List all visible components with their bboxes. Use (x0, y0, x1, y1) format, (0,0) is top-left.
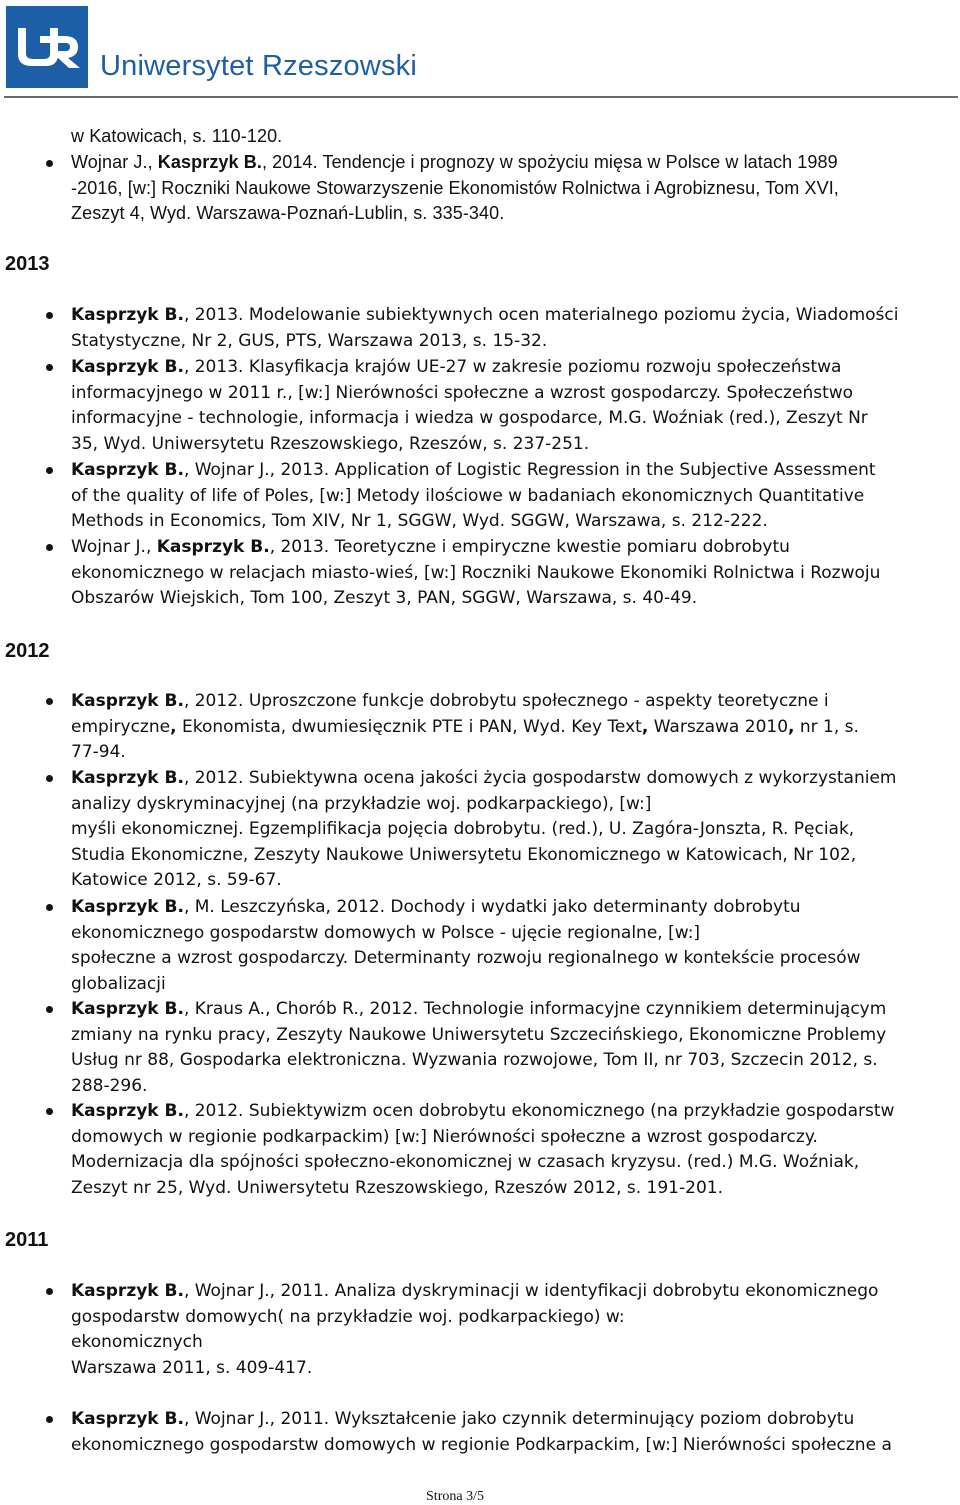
entry-line (71, 817, 951, 843)
author-name: Kasprzyk B. (71, 1409, 184, 1429)
author-name: Kasprzyk B. (71, 999, 184, 1019)
entry-text: , Wojnar J., 2011. Wykształcenie jako czynnik determinujący poziom dobrobytu (183, 1409, 855, 1429)
entry-line (71, 997, 951, 1023)
entry-line (71, 201, 951, 227)
entry-text: nr 1, s. (794, 716, 859, 737)
year-heading-2012: 2012 (5, 640, 50, 662)
entry-text: Zeszyt nr 25, Wyd. Uniwersytetu Rzeszowskiego, Rzeszów 2012, s. 191-201. (71, 1177, 723, 1198)
list-item (71, 1099, 951, 1201)
entry-line (71, 458, 951, 484)
list-item-continuation (71, 124, 951, 150)
author-name: Kasprzyk B. (71, 460, 184, 480)
entry-text: Usług nr 88, Gospodarka elektroniczna. Wyzwania rozwojowe, Tom II, nr 703, Szczecin 2012, s. (71, 1050, 878, 1071)
list-item (71, 1279, 951, 1381)
entry-text: , 2012. Uproszczone funkcje dobrobytu społecznego - aspekty teoretyczne i (183, 691, 829, 711)
bullet-icon (46, 467, 53, 474)
entry-text: Studia Ekonomiczne, Zeszyty Naukowe Uniwersytetu Ekonomicznego w Katowicach, Nr 102, (71, 844, 857, 865)
entry-text: analizy dyskryminacyjnej (na przykładzie woj. podkarpackiego), [w:] (71, 793, 652, 814)
list-item (71, 997, 951, 1099)
entry-line (71, 355, 951, 381)
bullet-icon (46, 1108, 53, 1115)
author-name: Kasprzyk B. (71, 768, 184, 788)
entry-text: Methods in Economics, Tom XIV, Nr 1, SGGW, Wyd. SGGW, Warszawa, s. 212-222. (71, 511, 768, 532)
entry-line (71, 715, 951, 741)
list-item (71, 303, 951, 354)
page-header (0, 0, 960, 100)
entry-line (71, 1433, 951, 1459)
author-name: Kasprzyk B. (71, 305, 184, 325)
entry-text: gospodarstw domowych( na przykładzie woj. podkarpackiego) w: (71, 1306, 625, 1327)
entry-text: , 2013. Modelowanie subiektywnych ocen materialnego poziomu życia, Wiadomości (183, 305, 899, 325)
list-item (71, 535, 951, 612)
entry-text: Ekonomista, dwumiesięcznik PTE i PAN, Wyd. Key Text (176, 716, 642, 737)
entry-text: zmiany na rynku pracy, Zeszyty Naukowe Uniwersytetu Szczecińskiego, Ekonomiczne Problemy (71, 1024, 887, 1045)
entry-line (71, 1125, 951, 1151)
entry-line (71, 303, 951, 329)
entry-text: Zeszyt 4, Wyd. Warszawa-Poznań-Lublin, s. 335-340. (71, 203, 505, 224)
entry-text: 77-94. (71, 742, 126, 763)
entry-line (71, 792, 951, 818)
entry-text: , (170, 716, 177, 737)
year-heading-2013: 2013 (5, 253, 50, 275)
header-divider (4, 96, 958, 98)
entry-text: 35, Wyd. Uniwersytetu Rzeszowskiego, Rzeszów, s. 237-251. (71, 433, 590, 454)
author-name: Kasprzyk B. (157, 152, 262, 172)
entry-text: domowych w regionie podkarpackim) [w:] Nierówności społeczne a wzrost gospodarczy. (71, 1126, 818, 1147)
entry-text: , 2012. Subiektywna ocena jakości życia gospodarstw domowych z wykorzystaniem (183, 768, 897, 788)
author-name: Kasprzyk B. (156, 537, 270, 557)
entry-line (71, 535, 951, 561)
entry-line (71, 432, 951, 458)
entry-line (71, 329, 951, 355)
entry-text: w Katowicach, s. 110-120. (71, 126, 283, 146)
entry-text: Obszarów Wiejskich, Tom 100, Zeszyt 3, PAN, SGGW, Warszawa, s. 40-49. (71, 588, 698, 609)
entry-text: informacyjnego w 2011 r., [w:] Nierówności społeczne a wzrost gospodarczy. Społeczeństwo (71, 382, 854, 403)
list-item (71, 150, 951, 227)
author-name: Kasprzyk B. (71, 1281, 184, 1301)
entry-line (71, 868, 951, 894)
entry-line (71, 561, 951, 587)
entry-line (71, 1407, 951, 1433)
entry-line (71, 1356, 951, 1382)
entry-text: globalizacji (71, 973, 166, 994)
entry-text: , 2014. Tendencje i prognozy w spożyciu mięsa w Polsce w latach 1989 (261, 152, 838, 172)
bullet-icon (46, 1416, 53, 1423)
entry-line (71, 1099, 951, 1125)
entry-text: ekonomicznego gospodarstw domowych w Polsce - ujęcie regionalne, [w:] (71, 922, 701, 943)
entry-text: Modernizacja dla spójności społeczno-ekonomicznej w czasach kryzysu. (red.) M.G. Woźniak, (71, 1152, 860, 1173)
entry-line (71, 1150, 951, 1176)
entry-text: , 2013. Teoretyczne i empiryczne kwestie pomiaru dobrobytu (269, 537, 790, 557)
entry-text: informacyjne - technologie, informacja i wiedza w gospodarce, M.G. Woźniak (red.), Zeszyt Nr (71, 408, 868, 429)
entry-text: , Kraus A., Chorób R., 2012. Technologie informacyjne czynnikiem determinującym (183, 999, 887, 1019)
entry-line (71, 176, 951, 202)
entry-text: , (788, 716, 795, 737)
list-item (71, 1407, 951, 1458)
author-name: Kasprzyk B. (71, 1101, 184, 1121)
entry-line (71, 946, 951, 972)
entry-text: empiryczne (71, 716, 171, 737)
entry-text: of the quality of life of Poles, [w:] Metody ilościowe w badaniach ekonomicznych Quantitative (71, 485, 865, 506)
entry-line (71, 381, 951, 407)
entry-line (71, 1279, 951, 1305)
university-logo (6, 6, 88, 88)
author-name: Kasprzyk B. (71, 691, 184, 711)
entry-line (71, 843, 951, 869)
entry-text: , M. Leszczyńska, 2012. Dochody i wydatki jako determinanty dobrobytu (183, 897, 801, 917)
entry-text: Katowice 2012, s. 59-67. (71, 870, 282, 891)
year-heading-2011: 2011 (5, 1229, 49, 1251)
page-number: Strona 3/5 (426, 1489, 484, 1504)
entry-line (71, 484, 951, 510)
entry-line (71, 150, 951, 176)
list-item (71, 895, 951, 997)
entry-text: Warszawa 2011, s. 409-417. (71, 1357, 313, 1378)
site-title: Uniwersytet Rzeszowski (100, 50, 418, 82)
list-item (71, 355, 951, 457)
entry-line (71, 586, 951, 612)
entry-line (71, 1048, 951, 1074)
entry-text: Warszawa 2010 (648, 716, 789, 737)
entry-text: -2016, [w:] Roczniki Naukowe Stowarzyszenie Ekonomistów Rolnictwa i Agrobiznesu, Tom XVI, (71, 177, 839, 198)
entry-line (71, 689, 951, 715)
bullet-icon (46, 904, 53, 911)
entry-line (71, 509, 951, 535)
entry-line (71, 921, 951, 947)
entry-text: Wojnar J., (71, 537, 157, 557)
entry-line (71, 406, 951, 432)
entry-text: , Wojnar J., 2013. Application of Logistic Regression in the Subjective Assessment (183, 460, 876, 480)
entry-text: społeczne a wzrost gospodarczy. Determinanty rozwoju regionalnego w kontekście procesów (71, 948, 861, 969)
entry-text: 288-296. (71, 1075, 148, 1096)
entry-line (71, 740, 951, 766)
entry-text: ekonomicznych (71, 1332, 203, 1353)
entry-text: myśli ekonomicznej. Egzemplifikacja pojęcia dobrobytu. (red.), U. Zagóra-Jonszta, R. Pęciak, (71, 819, 855, 840)
list-item (71, 689, 951, 766)
entry-text: Statystyczne, Nr 2, GUS, PTS, Warszawa 2013, s. 15-32. (71, 330, 548, 351)
entry-line (71, 1023, 951, 1049)
entry-text: , Wojnar J., 2011. Analiza dyskryminacji w identyfikacji dobrobytu ekonomicznego (183, 1281, 879, 1301)
entry-line (71, 972, 951, 998)
bullet-icon (46, 160, 53, 167)
entry-line (71, 895, 951, 921)
entry-line (71, 766, 951, 792)
entry-text: , 2013. Klasyfikacja krajów UE-27 w zakresie poziomu rozwoju społeczeństwa (183, 357, 842, 377)
entry-text: ekonomicznego gospodarstw domowych w regionie Podkarpackim, [w:] Nierówności społeczne a (71, 1434, 892, 1455)
bullet-icon (46, 312, 53, 319)
bullet-icon (46, 775, 53, 782)
author-name: Kasprzyk B. (71, 357, 184, 377)
bullet-icon (46, 364, 53, 371)
bullet-icon (46, 1288, 53, 1295)
list-item (71, 458, 951, 535)
entry-text: , (641, 716, 649, 737)
entry-line (71, 1330, 951, 1356)
bullet-icon (46, 1006, 53, 1013)
author-name: Kasprzyk B. (71, 897, 184, 917)
list-item (71, 766, 951, 894)
entry-text: ekonomicznego w relacjach miasto-wieś, [w:] Roczniki Naukowe Ekonomiki Rolnictwa i Rozwoju (71, 562, 881, 583)
entry-line (71, 1176, 951, 1202)
entry-text: Wojnar J., (71, 152, 158, 172)
entry-text: , 2012. Subiektywizm ocen dobrobytu ekonomicznego (na przykładzie gospodarstw (183, 1101, 895, 1121)
entry-line (71, 124, 951, 150)
entry-line (71, 1305, 951, 1331)
bullet-icon (46, 698, 53, 705)
entry-line (71, 1074, 951, 1100)
bullet-icon (46, 544, 53, 551)
